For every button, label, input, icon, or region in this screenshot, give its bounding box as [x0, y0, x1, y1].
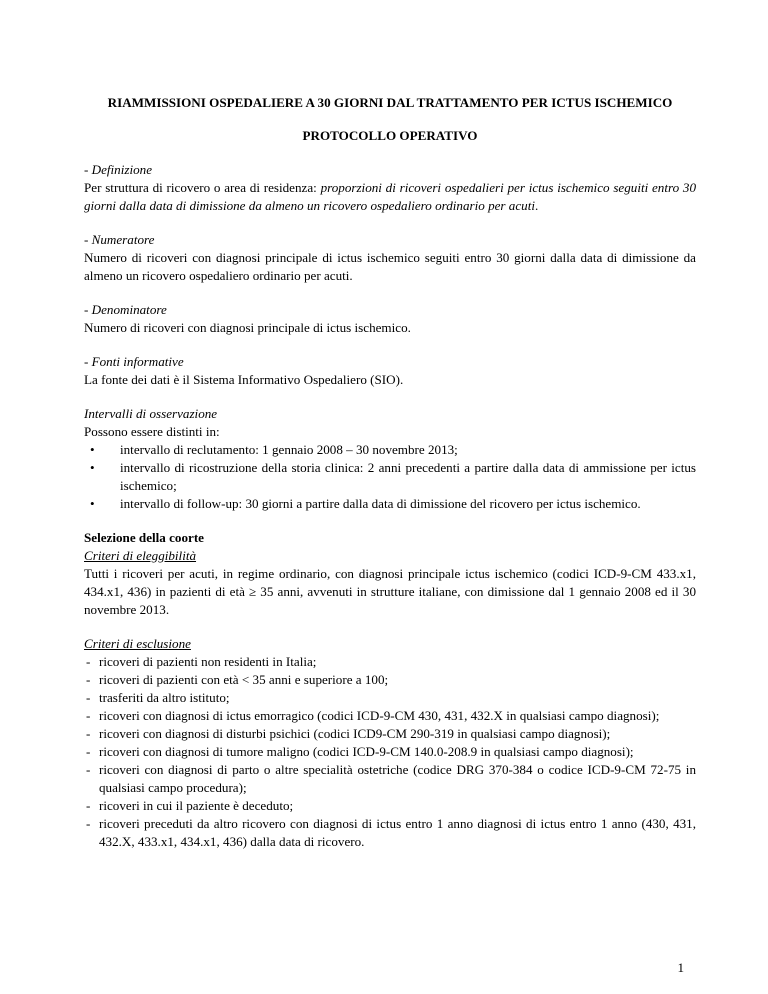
list-item-text: ricoveri con diagnosi di parto o altre specialità ostetriche (codice DRG 370-384 o codice ICD-9-CM 72-75 in qualsiasi campo procedura); — [99, 762, 696, 795]
eleggibilita-heading: Criteri di eleggibilità — [84, 548, 197, 563]
list-item — [84, 815, 696, 851]
list-item-text: intervallo di ricostruzione della storia clinica: 2 anni precedenti a partire dalla data di ammissione per ictus ischemico; — [120, 460, 696, 493]
page-number: 1 — [677, 960, 684, 975]
dash-icon: - — [86, 762, 91, 777]
definizione-text-plain: Per struttura di ricovero o area di residenza: — [84, 180, 321, 195]
list-item-text: ricoveri preceduti da altro ricovero con diagnosi di ictus entro 1 anno diagnosi di ictus entro 1 anno (430, 431, 432.X, 433.x1, 434.x1, 436) dalla data di ricovero. — [99, 816, 696, 849]
list-item — [84, 743, 696, 761]
denominatore-heading: - Denominatore — [84, 302, 167, 317]
list-item-text: ricoveri con diagnosi di ictus emorragico (codici ICD-9-CM 430, 431, 432.X in qualsiasi campo diagnosi); — [99, 708, 660, 723]
list-item-text: intervallo di follow-up: 30 giorni a partire dalla data di dimissione del ricovero per ictus ischemico. — [120, 496, 641, 511]
section-denominatore — [84, 301, 696, 337]
section-numeratore — [84, 231, 696, 285]
dash-icon: - — [86, 654, 91, 669]
list-item — [84, 689, 696, 707]
section-fonti — [84, 353, 696, 389]
list-item — [84, 725, 696, 743]
list-item — [84, 495, 696, 513]
intervalli-intro: Possono essere distinti in: — [84, 424, 220, 439]
numeratore-heading: - Numeratore — [84, 232, 155, 247]
list-item — [84, 797, 696, 815]
fonti-heading: - Fonti informative — [84, 354, 184, 369]
section-esclusione — [84, 635, 696, 851]
list-item-text: ricoveri di pazienti non residenti in Italia; — [99, 654, 317, 669]
definizione-text-end: . — [534, 198, 539, 213]
fonti-text: La fonte dei dati è il Sistema Informativo Ospedaliero (SIO). — [84, 372, 404, 387]
intervalli-list — [84, 441, 696, 513]
list-item — [84, 459, 696, 495]
section-definizione — [84, 161, 696, 215]
definizione-text-italic: proporzioni di ricoveri ospedalieri per ictus ischemico seguiti entro 30 giorni dalla data di dimissione da almeno un ricovero ospedaliero ordinario per acuti — [84, 180, 696, 213]
list-item-text: intervallo di reclutamento: 1 gennaio 2008 – 30 novembre 2013; — [120, 442, 458, 457]
section-selezione — [84, 529, 696, 619]
dash-icon: - — [86, 744, 91, 759]
list-item-text: ricoveri in cui il paziente è deceduto; — [99, 798, 294, 813]
esclusione-heading: Criteri di esclusione — [84, 636, 191, 651]
dash-icon: - — [86, 708, 91, 723]
dash-icon: - — [86, 816, 91, 831]
list-item-text: ricoveri con diagnosi di disturbi psichici (codici ICD9-CM 290-319 in qualsiasi campo diagnosi); — [99, 726, 611, 741]
esclusione-list — [84, 653, 696, 851]
document-subtitle: PROTOCOLLO OPERATIVO — [302, 128, 478, 143]
bullet-icon: • — [90, 460, 95, 475]
list-item — [84, 441, 696, 459]
definizione-heading: - Definizione — [84, 162, 153, 177]
eleggibilita-text: Tutti i ricoveri per acuti, in regime ordinario, con diagnosi principale ictus ischemico (codici ICD-9-CM 433.x1, 434.x1, 436) in pazienti di età ≥ 35 anni, avvenuti in strutture italiane, con dimissione dal 1 gennaio 2008 ed il 30 novembre 2013. — [84, 566, 696, 617]
list-item-text: ricoveri con diagnosi di tumore maligno (codici ICD-9-CM 140.0-208.9 in qualsiasi campo diagnosi); — [99, 744, 634, 759]
dash-icon: - — [86, 690, 91, 705]
bullet-icon: • — [90, 442, 95, 457]
list-item — [84, 707, 696, 725]
list-item-text: trasferiti da altro istituto; — [99, 690, 230, 705]
list-item — [84, 761, 696, 797]
list-item — [84, 653, 696, 671]
bullet-icon: • — [90, 496, 95, 511]
document-title: RIAMMISSIONI OSPEDALIERE A 30 GIORNI DAL TRATTAMENTO PER ICTUS ISCHEMICO — [107, 95, 673, 110]
numeratore-text: Numero di ricoveri con diagnosi principale di ictus ischemico seguiti entro 30 giorni dalla data di dimissione da almeno un ricovero ospedaliero ordinario per acuti. — [84, 250, 696, 283]
list-item — [84, 671, 696, 689]
dash-icon: - — [86, 726, 91, 741]
intervalli-heading: Intervalli di osservazione — [84, 406, 218, 421]
document-page — [84, 94, 696, 851]
selezione-heading: Selezione della coorte — [84, 530, 204, 545]
list-item-text: ricoveri di pazienti con età < 35 anni e superiore a 100; — [99, 672, 389, 687]
dash-icon: - — [86, 798, 91, 813]
dash-icon: - — [86, 672, 91, 687]
section-intervalli — [84, 405, 696, 513]
definizione-text — [84, 179, 696, 215]
denominatore-text: Numero di ricoveri con diagnosi principale di ictus ischemico. — [84, 320, 411, 335]
